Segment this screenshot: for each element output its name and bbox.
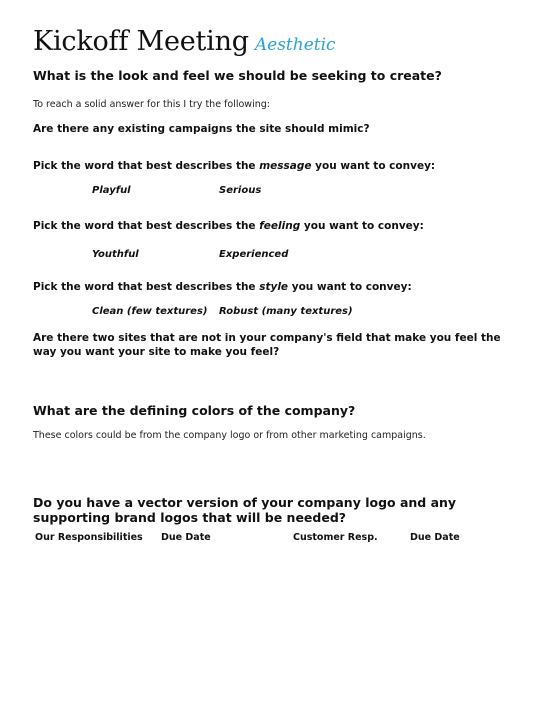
question-style [33, 281, 412, 293]
section-heading-look: What is the look and feel we should be seeking to create? [33, 68, 442, 83]
section-heading-logo: Do you have a vector version of your company logo and any supporting brand logos that will be needed? [33, 495, 457, 525]
option-playful: Playful [92, 185, 131, 196]
option-clean: Clean (few textures) [92, 306, 208, 317]
colors-note: These colors could be from the company logo or from other marketing campaigns. [33, 430, 426, 441]
question-style-prefix: Pick the word that best describes the [33, 281, 260, 293]
column-due-date-customer: Due Date [410, 532, 460, 543]
question-feeling-emphasis: feeling [259, 220, 301, 232]
column-our-responsibilities: Our Responsibilities [35, 532, 143, 543]
column-customer-resp: Customer Resp. [293, 532, 378, 543]
title-subtitle: Aesthetic [254, 35, 336, 55]
question-style-emphasis: style [259, 281, 289, 293]
option-youthful: Youthful [92, 249, 139, 260]
question-two-sites: Are there two sites that are not in your company's field that make you feel the way you want your site to make you feel? [33, 332, 501, 358]
question-campaigns: Are there any existing campaigns the site should mimic? [33, 123, 370, 135]
question-message-suffix: you want to convey: [311, 160, 436, 172]
section-intro: To reach a solid answer for this I try the following: [33, 99, 270, 110]
question-message-prefix: Pick the word that best describes the [33, 160, 260, 172]
option-robust: Robust (many textures) [219, 306, 353, 317]
page-title [33, 26, 336, 57]
question-feeling-prefix: Pick the word that best describes the [33, 220, 260, 232]
question-feeling [33, 220, 424, 232]
question-feeling-suffix: you want to convey: [300, 220, 424, 232]
title-main: Kickoff Meeting [33, 26, 249, 57]
question-message-emphasis: message [259, 160, 312, 172]
column-due-date-ours: Due Date [161, 532, 211, 543]
question-style-suffix: you want to convey: [288, 281, 412, 293]
option-serious: Serious [219, 185, 262, 196]
question-message [33, 160, 435, 172]
option-experienced: Experienced [219, 249, 289, 260]
section-heading-colors: What are the defining colors of the company? [33, 403, 356, 418]
